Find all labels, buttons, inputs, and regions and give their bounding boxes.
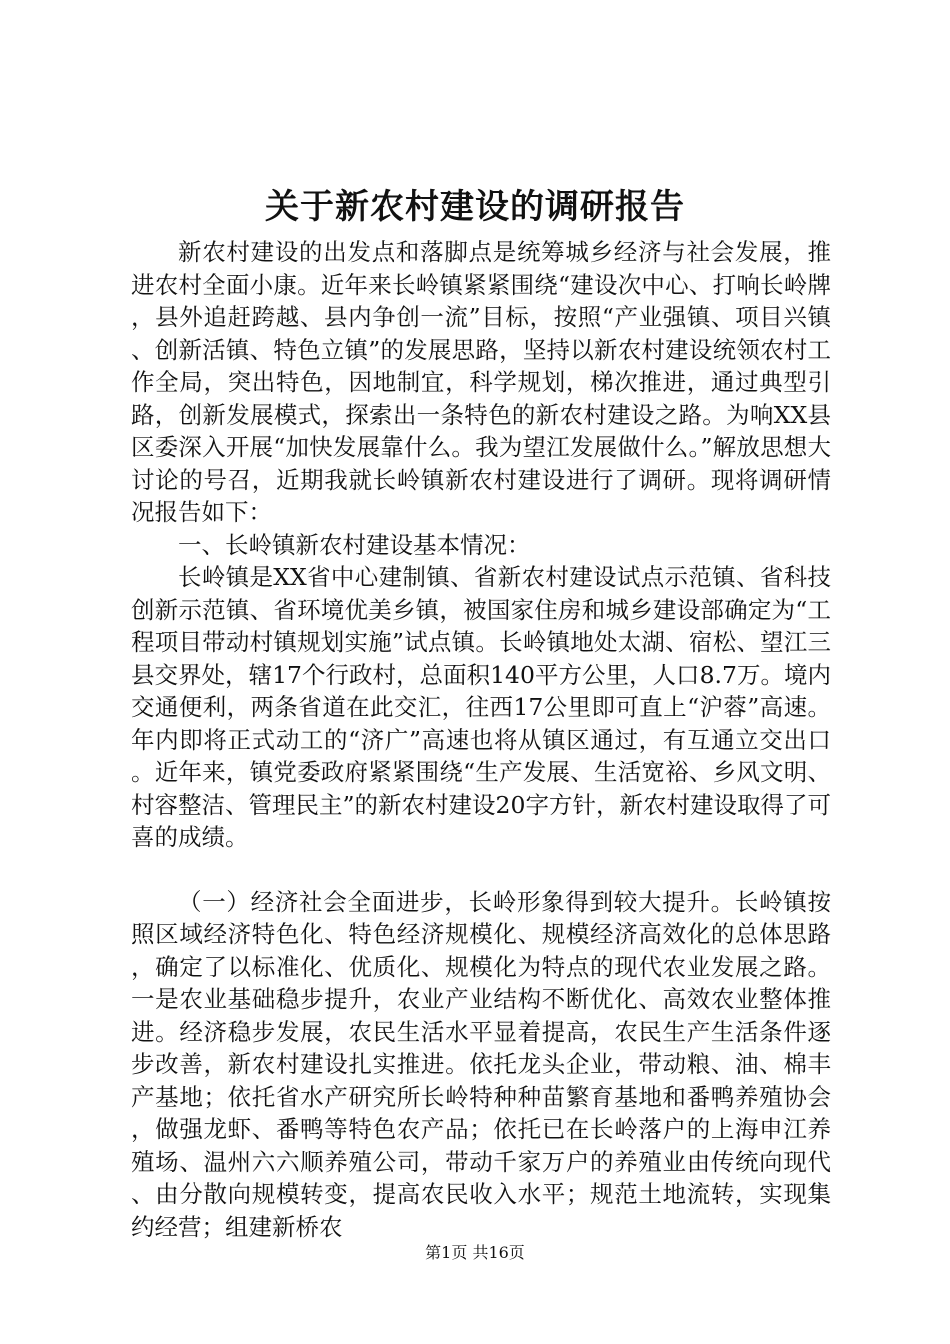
- paragraph-economic-progress: （一）经济社会全面进步，长岭形象得到较大提升。长岭镇按照区域经济特色化、特色经济规模化、规模经济高效化的总体思路，确定了以标准化、优质化、规模化为特点的现代农业发展之路。一是农业基础稳步提升，农业产业结构不断优化、高效农业整体推进。经济稳步发展，农民生活水平显着提高，农民生产生活条件逐步改善，新农村建设扎实推进。依托龙头企业，带动粮、油、棉丰产基地；依托省水产研究所长岭特种种苗繁育基地和番鸭养殖协会，做强龙虾、番鸭等特色农产品；依托已在长岭落户的上海申江养殖场、温州六六顺养殖公司，带动千家万户的养殖业由传统向现代、由分散向规模转变，提高农民收入水平；规范土地流转，实现集约经营；组建新桥农: [131, 887, 831, 1241]
- document-title: 关于新农村建设的调研报告: [265, 187, 685, 227]
- paragraph-intro: 新农村建设的出发点和落脚点是统筹城乡经济与社会发展，推进农村全面小康。近年来长岭镇紧紧围绕“建设次中心、打响长岭牌，县外追赶跨越、县内争创一流”目标，按照“产业强镇、项目兴镇、创新活镇、特色立镇”的发展思路，坚持以新农村建设统领农村工作全局，突出特色，因地制宜，科学规划，梯次推进，通过典型引路，创新发展模式，探索出一条特色的新农村建设之路。为响XX县区委深入开展“加快发展靠什么。我为望江发展做什么。”解放思想大讨论的号召，近期我就长岭镇新农村建设进行了调研。现将调研情况报告如下：: [131, 238, 831, 526]
- section-heading-basic-situation: 一、长岭镇新农村建设基本情况：: [178, 530, 531, 559]
- page-number-footer: 第1页 共16页: [425, 1243, 525, 1262]
- paragraph-town-overview: 长岭镇是XX省中心建制镇、省新农村建设试点示范镇、省科技创新示范镇、省环境优美乡镇，被国家住房和城乡建设部确定为“工程项目带动村镇规划实施”试点镇。长岭镇地处太湖、宿松、望江三县交界处，辖17个行政村，总面积140平方公里，人口8.7万。境内交通便利，两条省道在此交汇，往西17公里即可直上“沪蓉”高速。年内即将正式动工的“济广”高速也将从镇区通过，有互通立交出口。近年来，镇党委政府紧紧围绕“生产发展、生活宽裕、乡风文明、村容整洁、管理民主”的新农村建设20字方针，新农村建设取得了可喜的成绩。: [131, 563, 831, 851]
- document-body: [131, 236, 831, 1243]
